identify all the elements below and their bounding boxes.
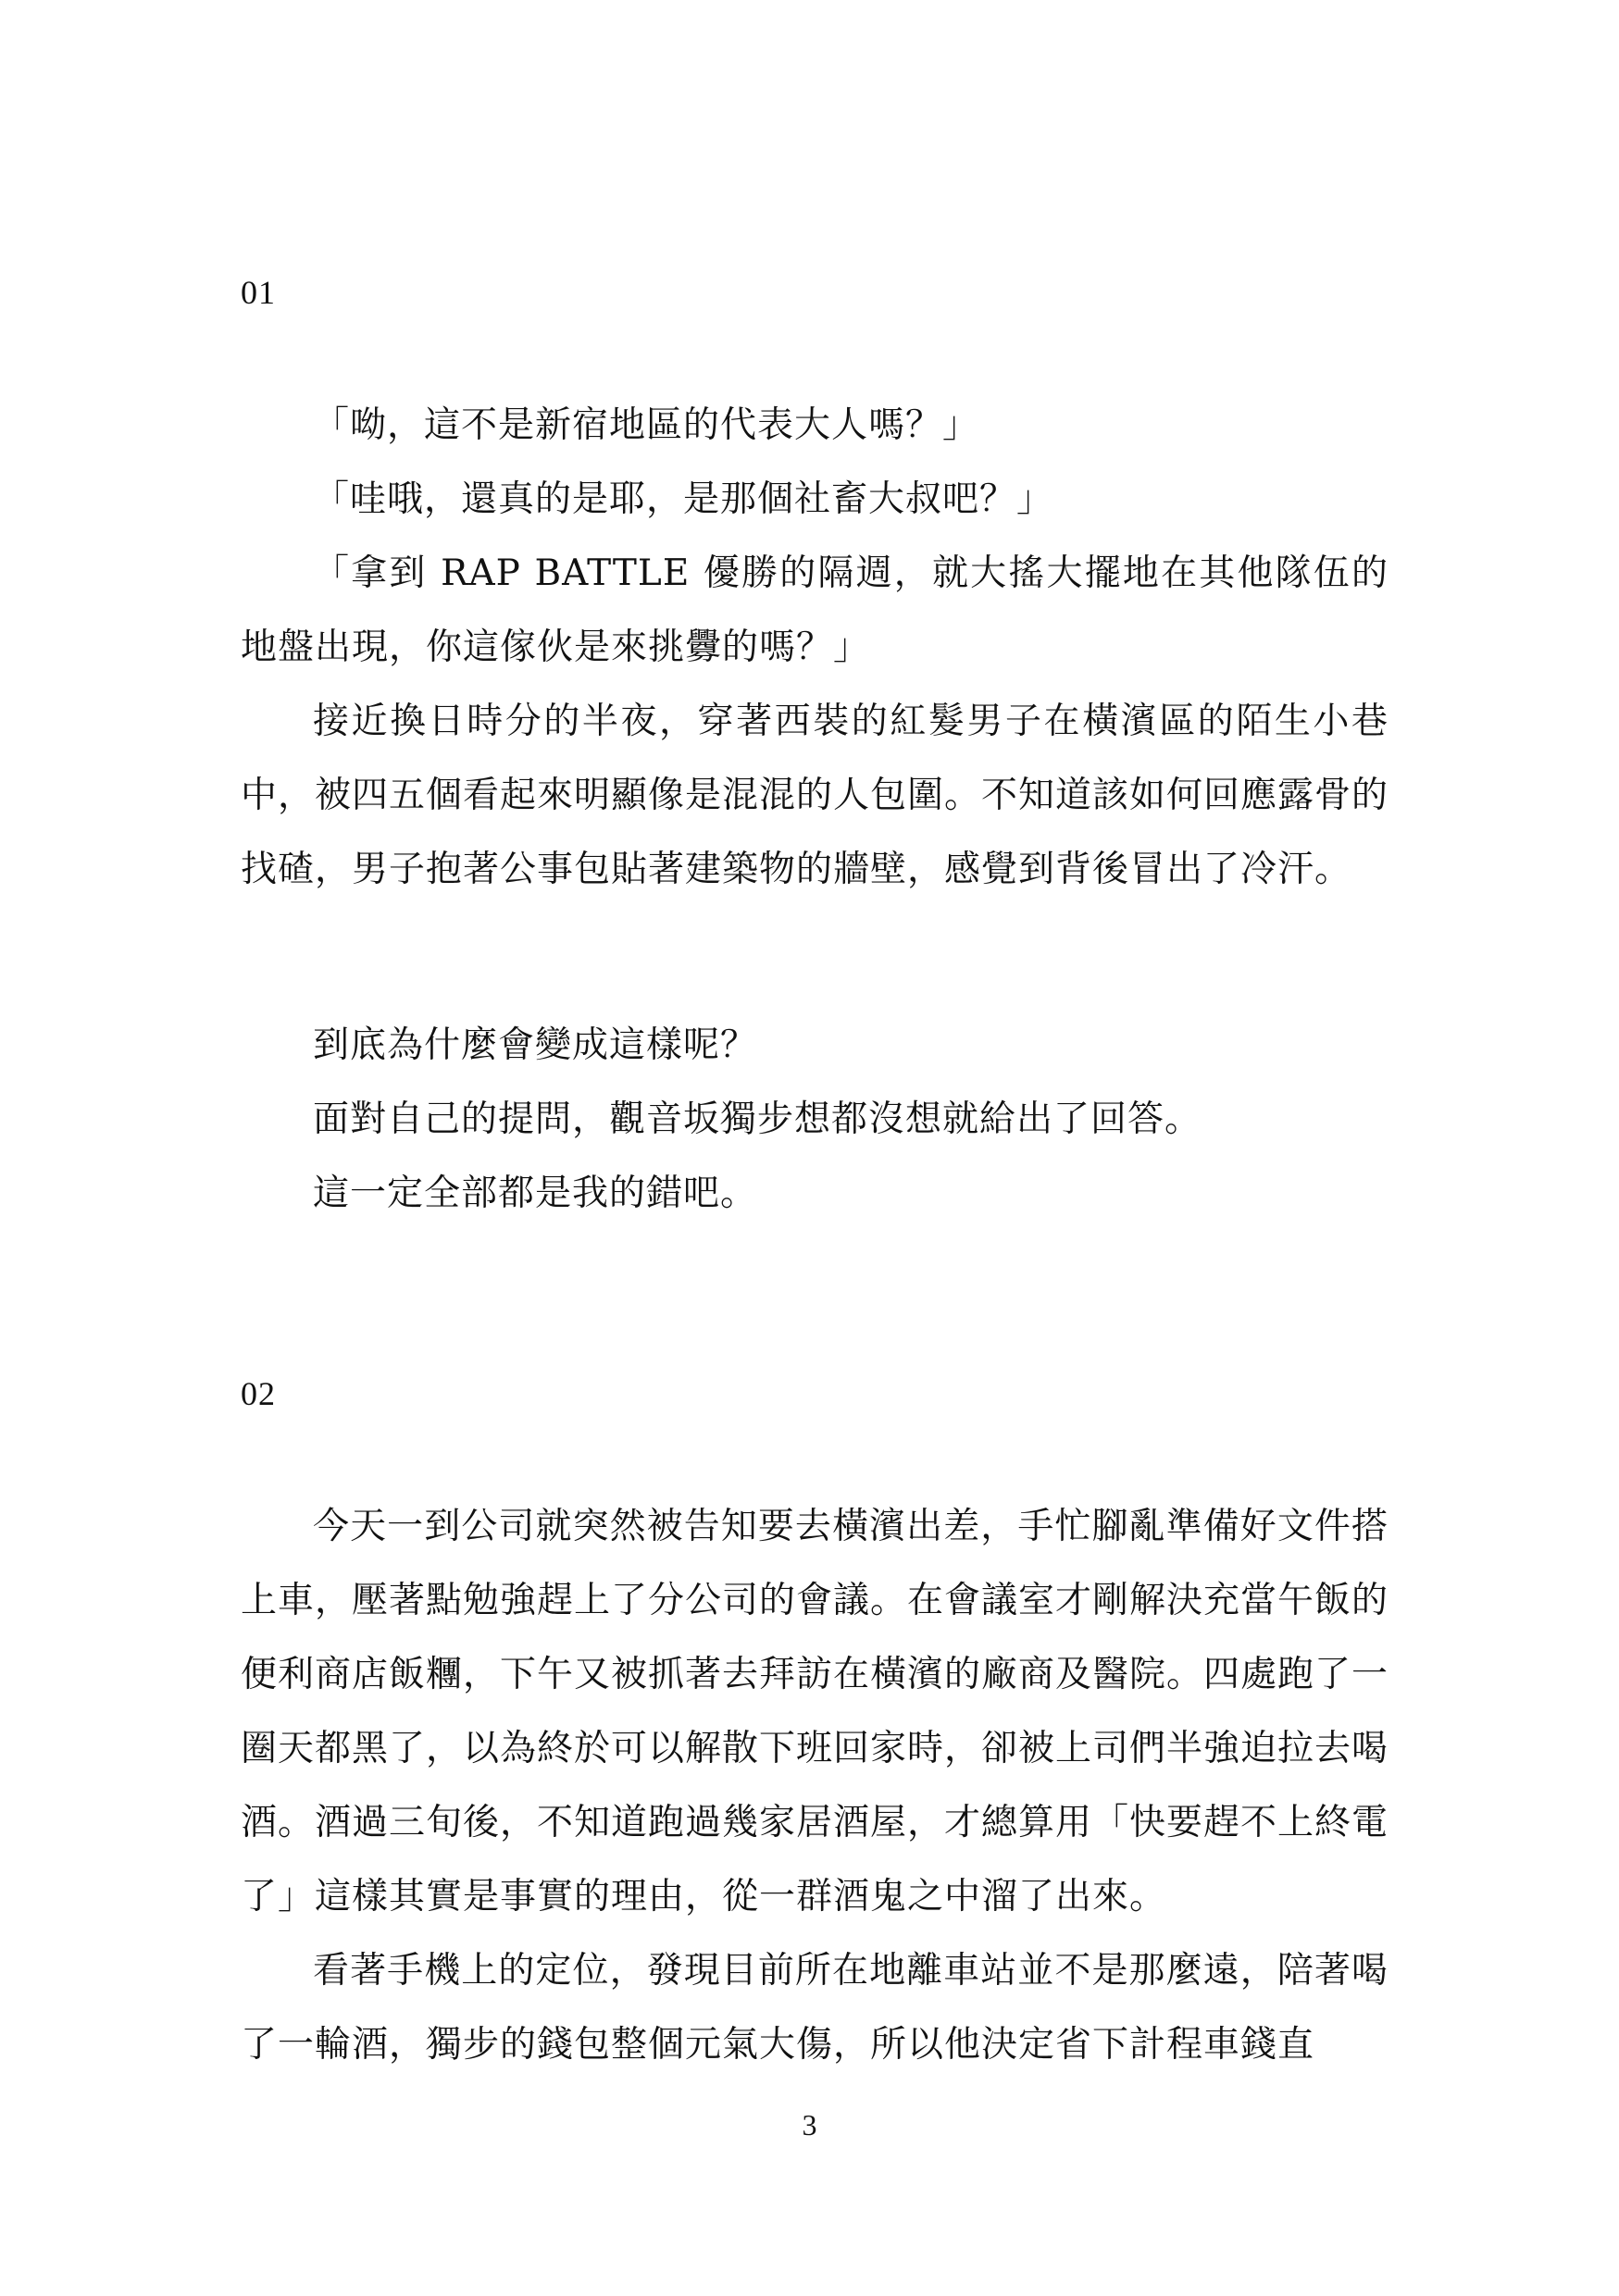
paragraph: 看著手機上的定位，發現目前所在地離車站並不是那麼遠，陪著喝了一輪酒，獨步的錢包整個元氣大傷，所以他決定省下計程車錢直 [241,1950,1389,2066]
section-01-reflection-block [241,1009,1389,1231]
section-number: 01 [241,274,276,311]
page-number: 3 [802,2108,817,2141]
paragraph: 接近換日時分的半夜，穿著西裝的紅髮男子在橫濱區的陌生小巷中，被四五個看起來明顯像是混混的人包圍。不知道該如何回應露骨的找碴，男子抱著公事包貼著建築物的牆壁，感覺到背後冒出了冷汗。 [241,701,1389,890]
paragraph: 到底為什麼會變成這樣呢？ [313,1024,758,1066]
paragraph: 這一定全部都是我的錯吧。 [313,1173,758,1214]
section-01-dialogue-block [241,389,1389,907]
paragraph: 「呦，這不是新宿地區的代表大人嗎？」 [313,404,980,446]
paragraph: 面對自己的提問，觀音坂獨步想都沒想就給出了回答。 [313,1098,1202,1140]
paragraph: 「哇哦，還真的是耶，是那個社畜大叔吧？」 [313,478,1054,520]
paragraph: 今天一到公司就突然被告知要去橫濱出差，手忙腳亂準備好文件搭上車，壓著點勉強趕上了分公司的會議。在會議室才剛解決充當午飯的便利商店飯糰，下午又被抓著去拜訪在橫濱的廠商及醫院。四處跑了一圈天都黑了，以為終於可以解散下班回家時，卻被上司們半強迫拉去喝酒。酒過三旬後，不知道跑過幾家居酒屋，才總算用「快要趕不上終電了」這樣其實是事實的理由，從一群酒鬼之中溜了出來。 [241,1506,1389,1917]
paragraph: 「拿到 RAP BATTLE 優勝的隔週，就大搖大擺地在其他隊伍的地盤出現，你這傢伙是來挑釁的嗎？」 [241,552,1389,668]
section-02-narration-block [241,1490,1389,2082]
section-number: 02 [241,1375,276,1412]
